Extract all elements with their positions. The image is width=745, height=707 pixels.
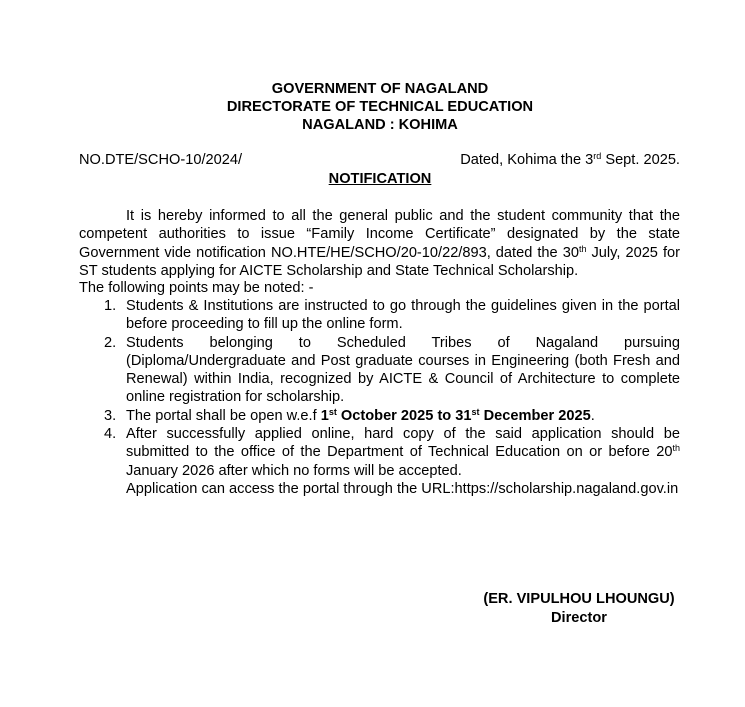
points-intro: The following points may be noted: - (79, 280, 314, 296)
list-item: 1. Students & Institutions are instructed to go through the guidelines given in the portal before proceeding to fill up the online form. (104, 298, 680, 333)
body-paragraph: It is hereby informed to all the general public and the student community that the competent authorities to issue “Family Income Certificate” designated by the state Government vide notification NO.HTE/HE/SCHO/20-10/22/893, dated the 30th July, 2025 for ST students applying for AICTE Scholarship and State Technical Scholarship. (79, 208, 680, 279)
header-government: GOVERNMENT OF NAGALAND (271, 81, 489, 97)
list-item: 2. Students belonging to Scheduled Tribes of Nagaland pursuing (Diploma/Undergraduate and Post graduate courses in Engineering (both Fresh and Renewal) within India, recognized by AICTE & Council of Architecture to complete online registration for scholarship. (104, 334, 680, 406)
date-line: Dated, Kohima the 3rd Sept. 2025. (460, 151, 680, 168)
list-item: 3. The portal shall be open w.e.f 1st October 2025 to 31st December 2025. (104, 406, 595, 424)
signature-block (470, 590, 688, 627)
document-header (0, 80, 745, 134)
points-list (79, 297, 680, 498)
notification-title: NOTIFICATION (328, 171, 432, 187)
reference-number: NO.DTE/SCHO-10/2024/ (79, 152, 243, 168)
portal-url-line: Application can access the portal through the URL:https://scholarship.nagaland.gov.in (126, 480, 679, 497)
list-item: 4. After successfully applied online, hard copy of the said application should be submitted to the office of the Department of Technical Education on or before 20th January 2026 after which no forms will be accepted. (104, 426, 680, 479)
header-location: NAGALAND : KOHIMA (302, 117, 458, 133)
reference-line (79, 152, 680, 170)
signatory-designation: Director (551, 609, 607, 626)
signatory-name: (ER. VIPULHOU LHOUNGU) (483, 591, 675, 607)
header-directorate: DIRECTORATE OF TECHNICAL EDUCATION (226, 99, 534, 115)
